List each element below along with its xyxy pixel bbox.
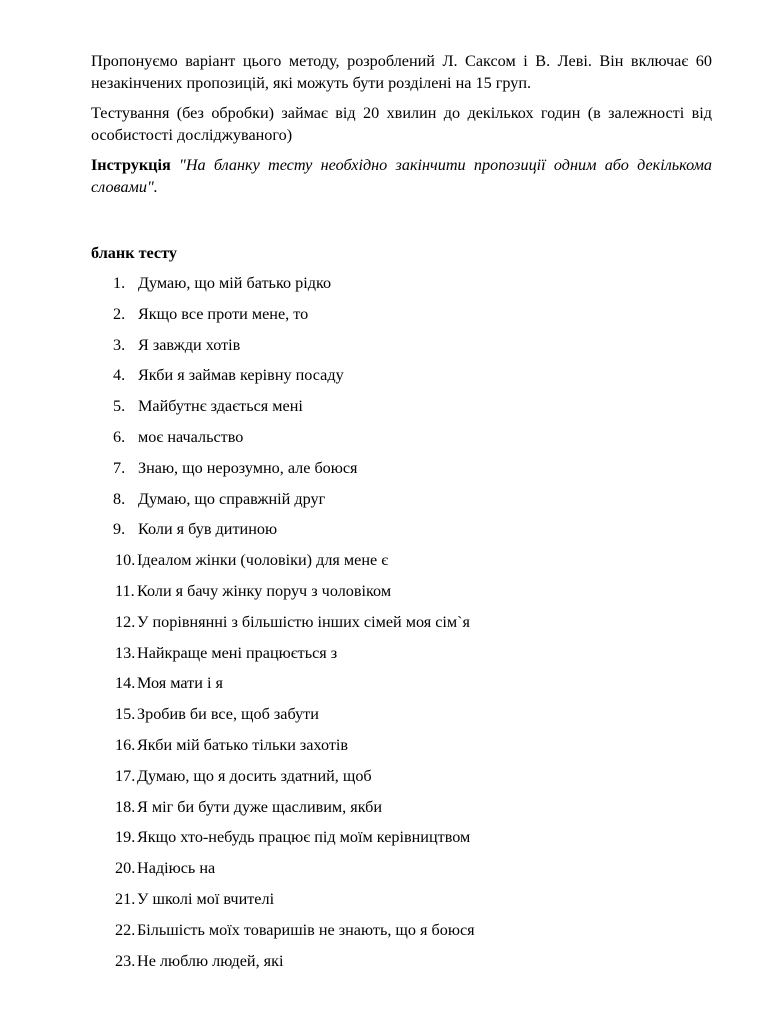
item-number: 16.: [115, 735, 136, 754]
item-text: Коли я бачу жінку поруч з чоловіком: [137, 581, 392, 600]
item-text: Зробив би все, щоб забути: [137, 705, 319, 724]
item-number: 23.: [115, 951, 136, 970]
item-text: У школі мої вчителі: [137, 889, 275, 908]
form-title: бланк тесту: [91, 244, 177, 262]
list-item: [91, 549, 712, 571]
list-item: [91, 364, 712, 386]
list-item: [91, 611, 712, 633]
item-text: Якби я займав керівну посаду: [138, 366, 344, 385]
item-text: Я завжди хотів: [138, 335, 241, 354]
list-item: [91, 765, 712, 787]
intro-paragraph: Пропонуємо варіант цього методу, розроблений Л. Саксом і В. Леві. Він включає 60 незакінчених пропозицій, які можуть бути розділені на 15 груп.: [91, 52, 712, 92]
item-number: 14.: [115, 674, 136, 693]
item-text: Майбутнє здається мені: [138, 397, 303, 416]
list-item: [91, 642, 712, 664]
item-text: Знаю, що нерозумно, але боюся: [138, 458, 358, 477]
item-text: Я міг би бути дуже щасливим, якби: [137, 797, 383, 816]
list-item: [91, 395, 712, 417]
item-text: Моя мати і я: [137, 674, 223, 693]
item-number: 13.: [115, 643, 136, 662]
list-item: [91, 518, 712, 540]
item-number: 1.: [113, 274, 126, 292]
item-number: 22.: [115, 920, 136, 939]
item-number: 18.: [115, 797, 136, 816]
list-item: [91, 272, 712, 294]
list-item: [91, 734, 712, 756]
item-text: Думаю, що я досить здатний, щоб: [137, 766, 372, 785]
item-text: Якщо все проти мене, то: [138, 304, 309, 323]
item-number: 11.: [115, 581, 135, 600]
item-number: 10.: [115, 551, 136, 570]
item-number: 5.: [113, 397, 126, 416]
item-number: 15.: [115, 705, 136, 724]
list-item: [91, 857, 712, 879]
instruction-label: Інструкція: [91, 156, 171, 174]
item-number: 8.: [113, 489, 126, 508]
item-text: Думаю, що справжній друг: [138, 489, 326, 508]
item-text: Більшість моїх товаришів не знають, що я боюся: [137, 920, 475, 939]
item-text: Якби мій батько тільки захотів: [137, 735, 349, 754]
item-number: 12.: [115, 612, 136, 631]
list-item: [91, 796, 712, 818]
item-number: 21.: [115, 889, 136, 908]
item-number: 2.: [113, 304, 126, 323]
document-page: [91, 50, 712, 980]
item-text: Ідеалом жінки (чоловіки) для мене є: [137, 551, 389, 570]
instruction-text: "На бланку тесту необхідно закінчити пропозиції одним або декількома словами".: [91, 156, 713, 196]
item-number: 3.: [113, 335, 126, 354]
item-number: 20.: [115, 859, 136, 878]
list-item: [91, 919, 712, 941]
list-item: [91, 950, 712, 972]
list-item: [91, 488, 712, 510]
list-item: [91, 888, 712, 910]
item-text: Якщо хто-небудь працює під моїм керівництвом: [137, 828, 471, 847]
list-item: [91, 826, 712, 848]
item-number: 19.: [115, 828, 136, 847]
instruction-paragraph: [91, 154, 712, 198]
list-item: [91, 426, 712, 448]
item-text: Надіюсь на: [137, 859, 216, 878]
list-item: [91, 303, 712, 325]
list-item: [91, 672, 712, 694]
item-text: моє начальство: [138, 427, 244, 446]
item-text: Найкраще мені працюється з: [137, 643, 338, 662]
item-number: 9.: [113, 520, 126, 539]
sentence-list: [91, 272, 712, 972]
item-text: У порівнянні з більшістю інших сімей моя сім`я: [137, 612, 471, 631]
list-item: [91, 703, 712, 725]
duration-paragraph: Тестування (без обробки) займає від 20 хвилин до декількох годин (в залежності від особистості досліджуваного): [91, 104, 712, 144]
list-item: [91, 457, 712, 479]
item-number: 17.: [115, 766, 136, 785]
list-item: [91, 334, 712, 356]
item-number: 6.: [113, 427, 126, 446]
item-text: Коли я був дитиною: [138, 520, 278, 539]
item-number: 7.: [113, 458, 126, 477]
list-item: [91, 580, 712, 602]
item-text: Не люблю людей, які: [137, 951, 284, 970]
item-text: Думаю, що мій батько рідко: [138, 274, 332, 292]
item-number: 4.: [113, 366, 126, 385]
